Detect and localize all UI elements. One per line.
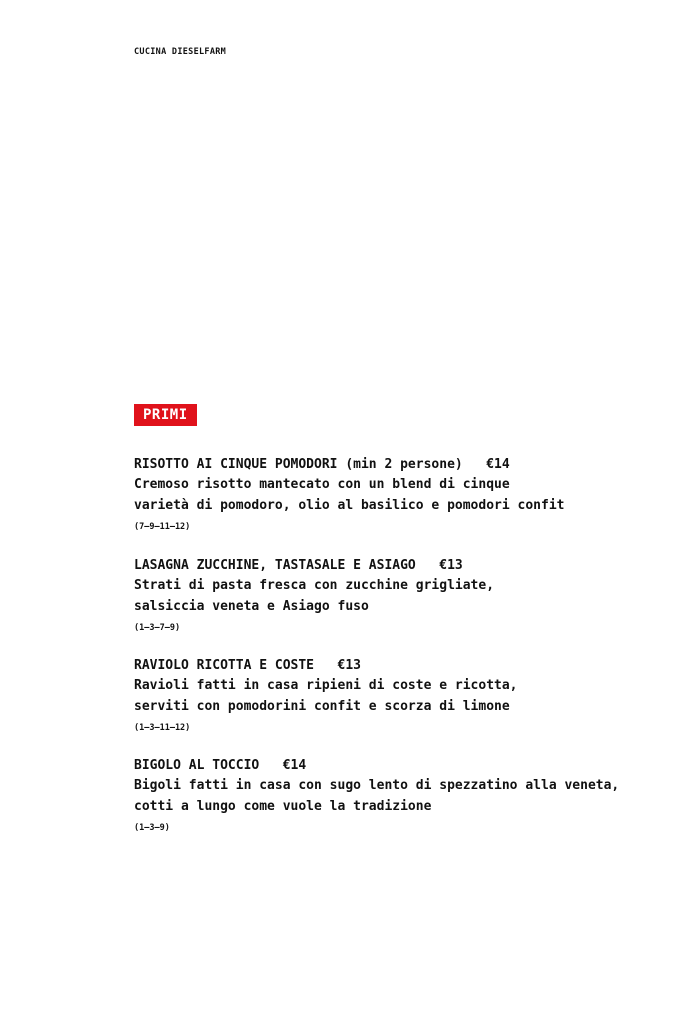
menu-item-description-line: Ravioli fatti in casa ripieni di coste e ricotta, [134,678,518,693]
menu-item [134,455,674,533]
menu-item-name: RISOTTO AI CINQUE POMODORI (min 2 persone) [134,457,463,472]
menu-item-description-line: salsiccia veneta e Asiago fuso [134,598,369,614]
menu-item-title [134,756,674,776]
section-title-primi: PRIMI [134,404,197,426]
menu-item-allergens: (1–3–11–12) [134,723,191,733]
menu-item-allergens: (7–9–11–12) [134,522,191,532]
menu-item-description-line: serviti con pomodorini confit e scorza di limone [134,698,510,714]
brand-name: CUCINA DIESELFARM [134,47,227,57]
menu-item-name: LASAGNA ZUCCHINE, TASTASALE E ASIAGO [134,558,416,573]
menu-item-title [134,656,674,676]
menu-item-name: BIGOLO AL TOCCIO [134,758,260,773]
menu-item-description-line: Bigoli fatti in casa con sugo lento di spezzatino alla veneta, [134,778,620,793]
menu-item-allergens: (1–3–9) [134,823,170,833]
menu-item-title [134,455,674,475]
menu-item-price: €14 [282,758,307,773]
menu-item [134,556,674,634]
menu-item-allergens: (1–3–7–9) [134,623,181,633]
menu-item-price: €14 [486,457,510,472]
menu-item-price: €13 [337,658,361,673]
menu-item-name: RAVIOLO RICOTTA E COSTE [134,658,315,673]
menu-item-price: €13 [439,558,463,573]
menu-item [134,656,674,734]
menu-item-description-line: cotti a lungo come vuole la tradizione [134,798,432,814]
menu-item [134,756,674,834]
menu-item-description-line: varietà di pomodoro, olio al basilico e pomodori confit [134,497,565,513]
menu-item-description-line: Cremoso risotto mantecato con un blend di cinque [134,477,510,492]
menu-item-description-line: Strati di pasta fresca con zucchine grigliate, [134,578,495,593]
menu-item-title [134,556,674,576]
